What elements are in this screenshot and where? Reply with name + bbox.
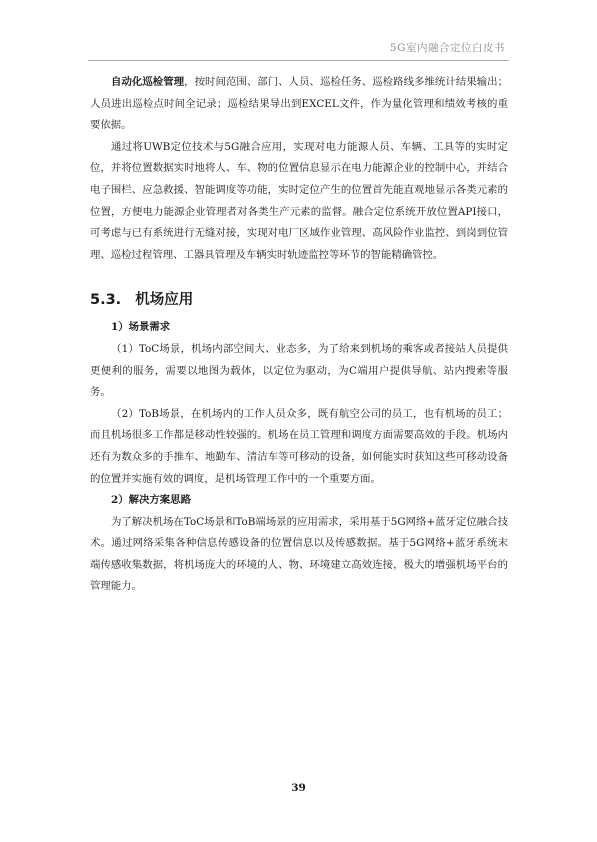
running-header-title: 5G室内融合定位白皮书: [389, 42, 505, 54]
intro-paragraph-uwb: 通过将UWB定位技术与5G融合应用，实现对电力能源人员、车辆、工具等的实时定位，并将位置数据实时地将人、车、物的位置信息显示在电力能源企业的控制中心，并结合电子围栏、应急救援、智能调度等功能，实时定位产生的位置首先能直观地显示各类元素的位置，方便电力能源企业管理者对各类生产元素的监督。融合定位系统开放位置API接口，可考虑与已有系统进行无缝对接，实现对电厂区域作业管理、高风险作业监控、到岗到位管理、巡检过程管理、工器具管理及车辆实时轨迹监控等环节的智能精确管控。: [90, 140, 508, 261]
page-body: [90, 72, 508, 598]
inspection-bold-lead: 自动化巡检管理: [111, 76, 185, 88]
subheading-solution-approach: 2）解决方案思路: [111, 494, 191, 507]
intro-paragraph-inspection: [90, 72, 508, 137]
section-heading: [90, 288, 508, 312]
section-title: 机场应用: [135, 292, 194, 309]
paragraph-tob-scenario: （2）ToB场景，在机场内的工作人员众多，既有航空公司的员工，也有机场的员工；而且机场很多工作都是移动性较强的。机场在员工管理和调度方面需要高效的手段。机场内还有为数众多的手推车、地勤车、清洁车等可移动的设备，如何能实时获知这些可移动设备的位置并实施有效的调度，是机场管理工作中的一个重要方面。: [90, 407, 508, 485]
section-number: 5.3.: [90, 292, 122, 309]
page-number: 39: [291, 782, 306, 794]
inspection-text: ，按时间范围、部门、人员、巡检任务、巡检路线多维统计结果输出；人员进出巡检点时间全记录；巡检结果导出到EXCEL文件，作为量化管理和绩效考核的重要依据。: [90, 76, 509, 132]
header-divider: [88, 60, 509, 61]
paragraph-solution: 为了解决机场在ToC场景和ToB端场景的应用需求，采用基于5G网络+蓝牙定位融合技术。通过网络采集各种信息传感设备的位置信息以及传感数据。基于5G网络+蓝牙系统末端传感收集数据，将机场庞大的环境的人、物、环境建立高效连接，极大的增强机场平台的管理能力。: [90, 515, 508, 593]
paragraph-toc-scenario: （1）ToC场景，机场内部空间大、业态多，为了给来到机场的乘客或者接站人员提供更便利的服务，需要以地图为载体，以定位为驱动，为C端用户提供导航、站内搜索等服务。: [90, 342, 508, 399]
subheading-scenario-needs: 1）场景需求: [111, 321, 171, 334]
